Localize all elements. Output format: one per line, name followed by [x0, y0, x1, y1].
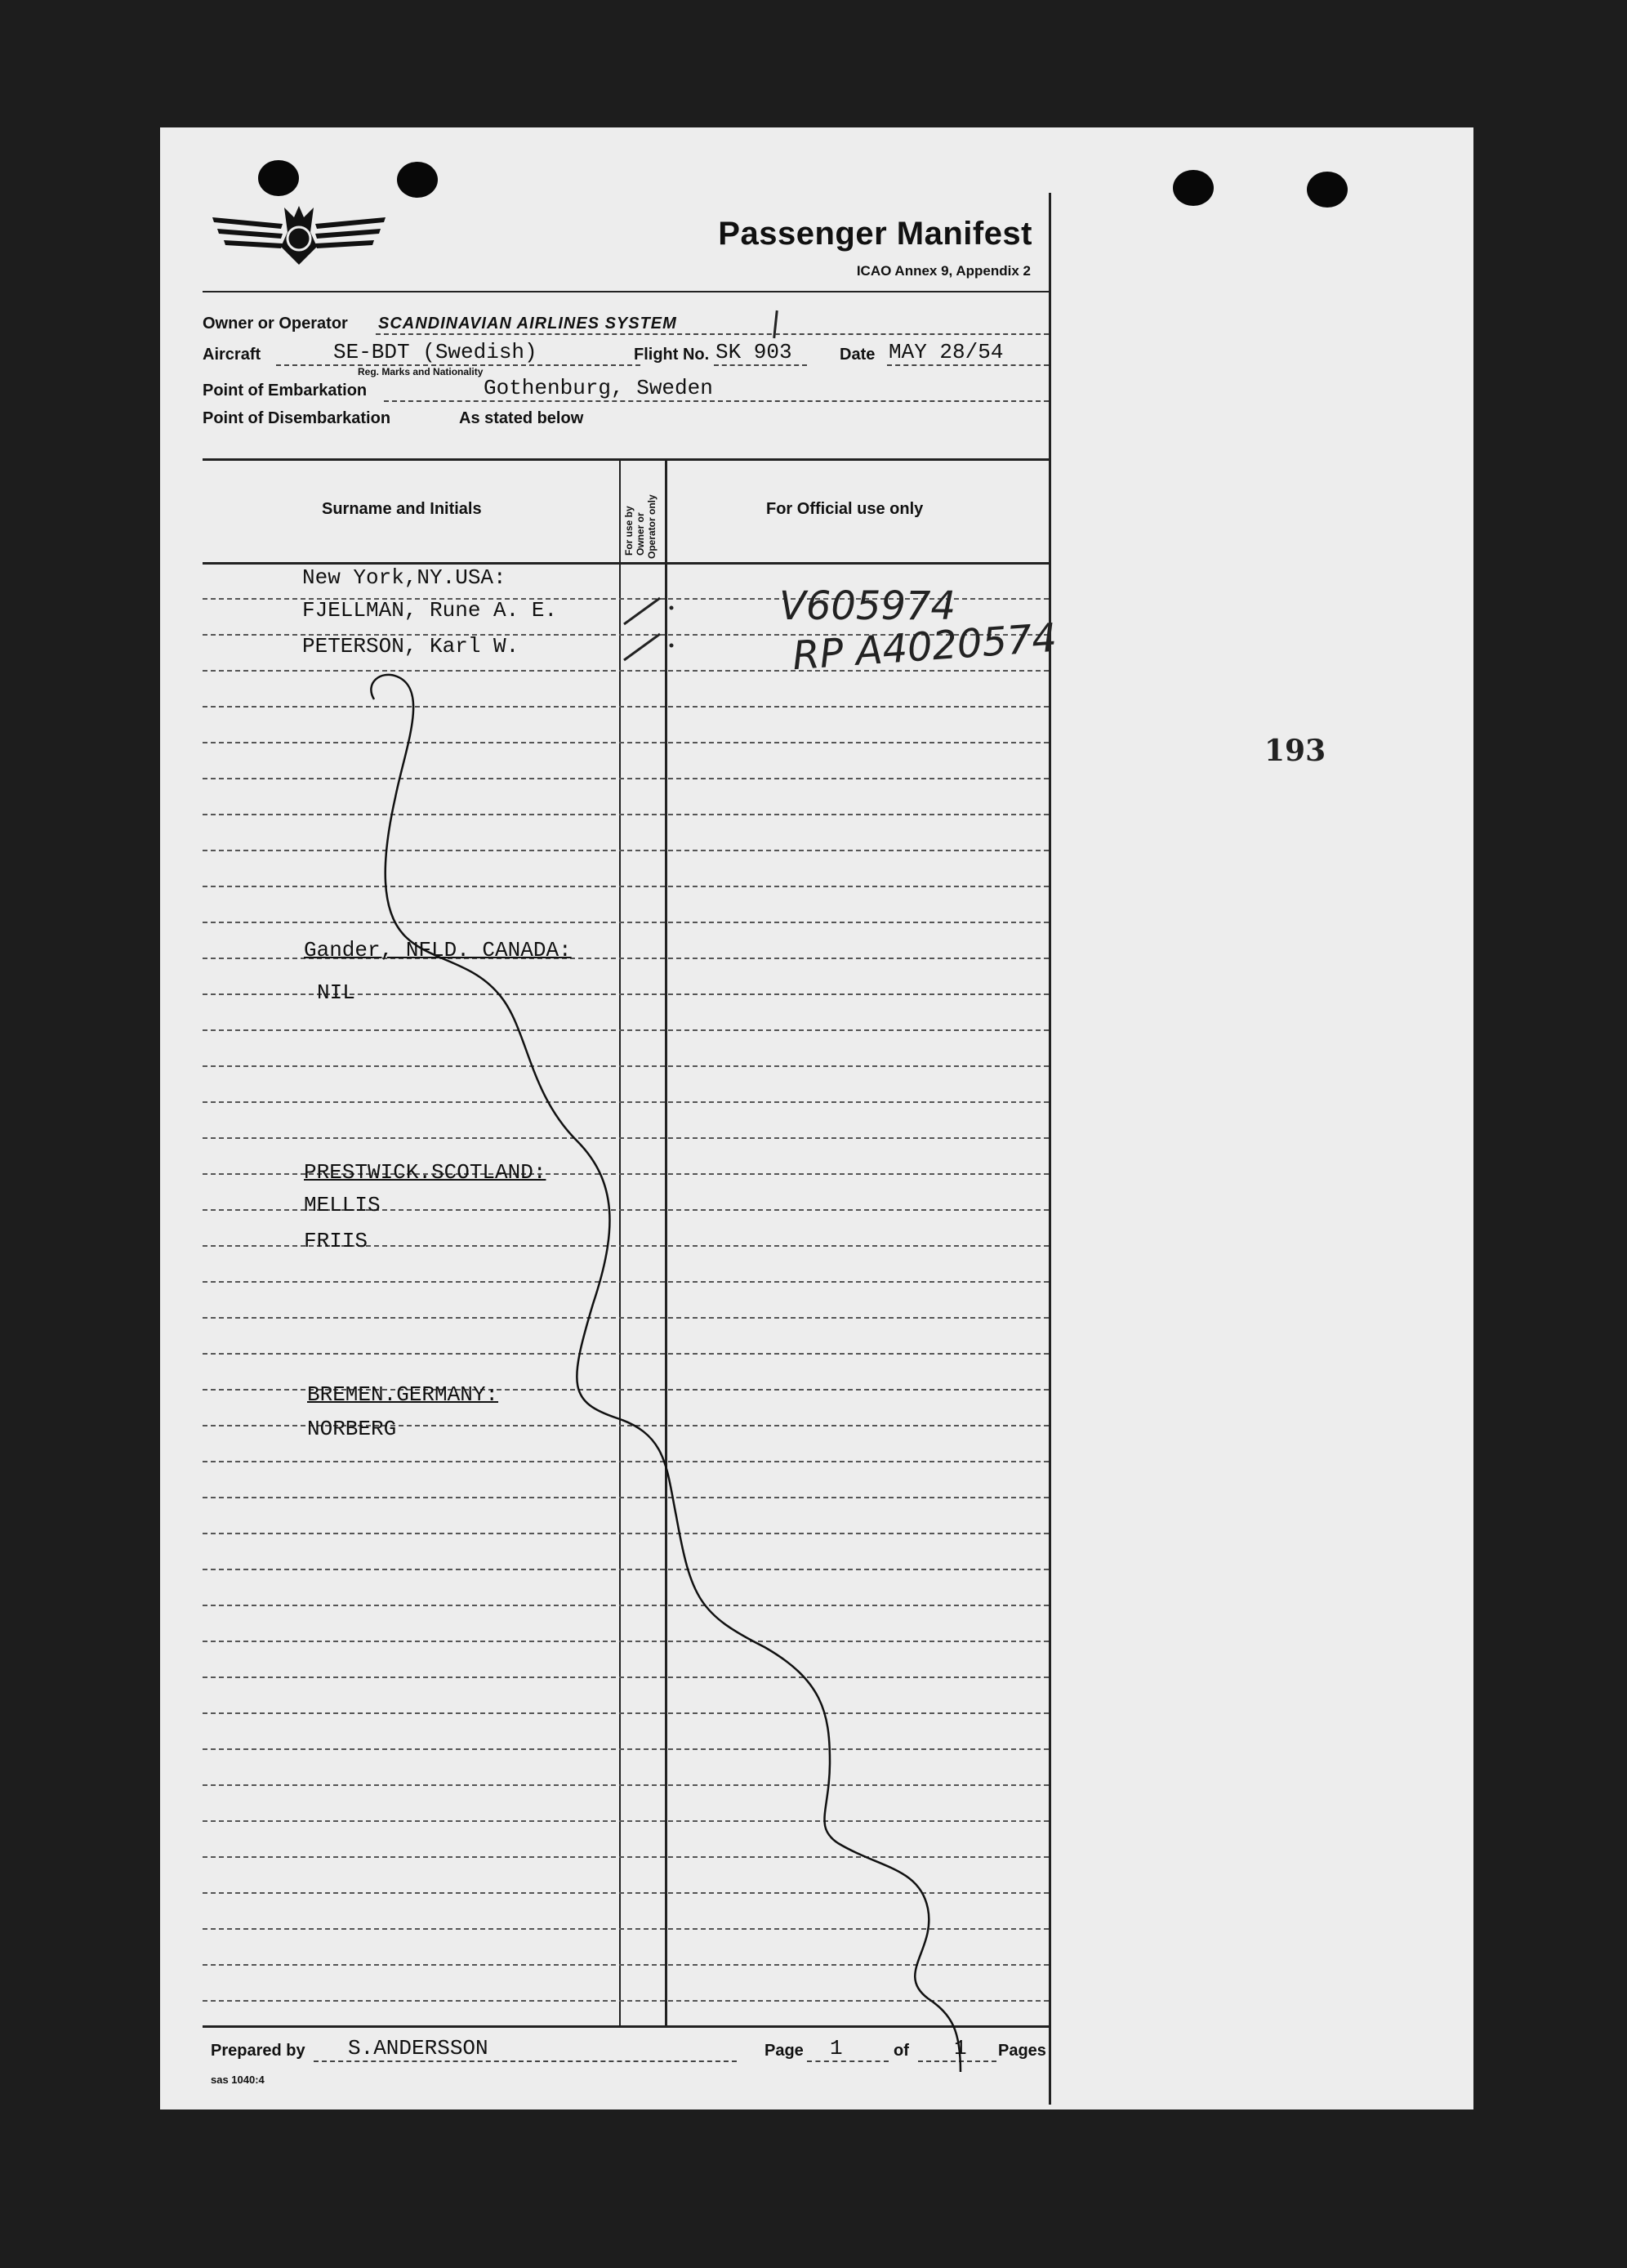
table-rule — [203, 814, 1049, 815]
punch-hole — [1173, 170, 1214, 206]
destination-heading: New York,NY.USA: — [302, 565, 506, 590]
table-rule — [203, 2000, 1049, 2002]
flight-value: SK 903 — [715, 340, 792, 364]
embarkation-value: Gothenburg, Sweden — [484, 376, 713, 400]
header-divider — [203, 291, 1049, 292]
table-rule — [203, 742, 1049, 743]
table-rule — [203, 850, 1049, 851]
footer-row — [203, 2029, 1049, 2062]
table-rule — [203, 1353, 1049, 1355]
owner-value: SCANDINAVIAN AIRLINES SYSTEM — [378, 315, 677, 333]
table-rule — [203, 1856, 1049, 1858]
passenger-row: PETERSON, Karl W. — [302, 634, 519, 659]
aircraft-row — [203, 340, 1049, 366]
punch-hole — [1307, 172, 1348, 208]
date-value: MAY 28/54 — [889, 340, 1004, 364]
passenger-row: MELLIS — [304, 1193, 381, 1217]
aircraft-label: Aircraft — [203, 346, 261, 364]
table-rule — [203, 1964, 1049, 1966]
table-rule — [203, 1569, 1049, 1570]
of-label: of — [894, 2042, 909, 2060]
page-label: Page — [764, 2042, 804, 2060]
reg-marks-note: Reg. Marks and Nationality — [358, 366, 484, 377]
passenger-row: NIL — [317, 980, 355, 1005]
official-column-header: For Official use only — [766, 500, 924, 518]
form-number: sas 1040:4 — [211, 2074, 265, 2086]
table-rule — [203, 1461, 1049, 1462]
svg-text:Operator only: Operator only — [646, 494, 657, 559]
passenger-row: NORBERG — [307, 1417, 397, 1441]
passenger-table — [203, 458, 1059, 2028]
pages-label: Pages — [998, 2042, 1046, 2060]
page-value: 1 — [830, 2036, 843, 2060]
handwritten-note: V605974 — [779, 583, 956, 629]
svg-text:For use by: For use by — [623, 506, 635, 556]
table-rule — [203, 922, 1049, 923]
handwritten-note: RP A4020574 — [791, 614, 1059, 680]
prepared-by-value: S.ANDERSSON — [348, 2036, 488, 2060]
disembarkation-label: Point of Disembarkation — [203, 409, 391, 427]
table-rule — [203, 1892, 1049, 1894]
operator-column-header — [619, 464, 665, 559]
svg-text:Owner or: Owner or — [635, 512, 646, 556]
check-mark-icon — [619, 627, 676, 663]
table-rule — [203, 1317, 1049, 1319]
table-rule — [203, 1820, 1049, 1822]
table-rule — [203, 1533, 1049, 1534]
stamped-page-number: 193 — [1264, 734, 1326, 768]
surname-column-header: Surname and Initials — [322, 500, 482, 518]
owner-row — [203, 312, 1049, 335]
form-title: Passenger Manifest — [718, 216, 1032, 252]
table-rule — [203, 1281, 1049, 1283]
table-rule — [203, 1784, 1049, 1786]
passenger-row: FJELLMAN, Rune A. E. — [302, 598, 558, 623]
disembarkation-value: As stated below — [459, 409, 584, 427]
table-rule — [203, 706, 1049, 708]
embarkation-row — [203, 376, 1049, 402]
table-rule — [203, 1605, 1049, 1606]
passenger-row: FRIIS — [304, 1229, 368, 1253]
table-rule — [203, 1676, 1049, 1678]
owner-label: Owner or Operator — [203, 315, 348, 333]
table-rule — [203, 886, 1049, 887]
table-rule — [203, 1137, 1049, 1139]
of-value: 1 — [954, 2036, 967, 2060]
date-label: Date — [840, 346, 876, 364]
table-rule — [203, 1101, 1049, 1103]
aircraft-value: SE-BDT (Swedish) — [333, 340, 537, 364]
table-rule — [203, 1029, 1049, 1031]
destination-heading: BREMEN.GERMANY: — [307, 1382, 499, 1407]
table-rule — [203, 778, 1049, 779]
flight-label: Flight No. — [634, 346, 710, 364]
punch-hole — [258, 160, 299, 196]
table-rule — [203, 1928, 1049, 1930]
table-rule — [203, 1641, 1049, 1642]
manifest-sheet — [160, 127, 1473, 2110]
table-rule — [203, 1748, 1049, 1750]
table-rule — [203, 1712, 1049, 1714]
destination-heading: Gander, NFLD. CANADA: — [304, 938, 572, 962]
airline-logo-icon — [209, 199, 389, 270]
manifest-form — [203, 193, 1059, 2105]
check-mark-icon — [619, 592, 676, 627]
embarkation-label: Point of Embarkation — [203, 382, 368, 400]
table-rule — [203, 1497, 1049, 1498]
disembarkation-row — [203, 407, 1049, 430]
destination-heading: PRESTWICK.SCOTLAND: — [304, 1160, 546, 1185]
form-subtitle: ICAO Annex 9, Appendix 2 — [856, 263, 1031, 279]
table-rule — [203, 1065, 1049, 1067]
prepared-by-label: Prepared by — [211, 2042, 305, 2060]
